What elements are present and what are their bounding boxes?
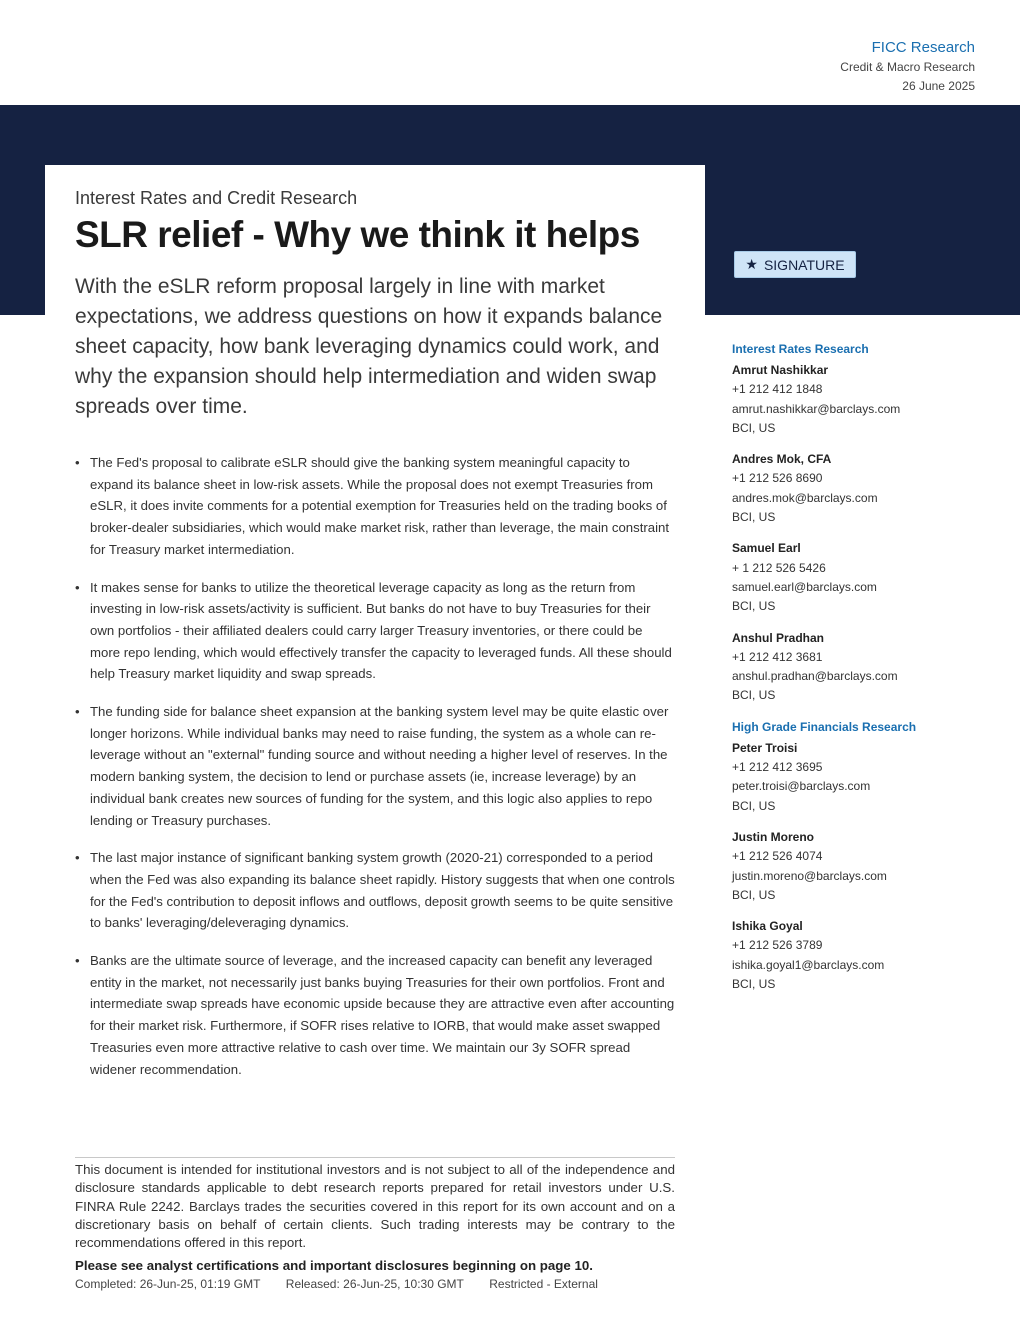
key-point: • The last major instance of significant banking system growth (2020-21) corresponded to a period when the Fed was also expanding its balance sheet rapidly. History suggests that when one controls for the Fed's contribution to deposit inflows and outflows, deposit growth seems to be quite sensitive to banks' leveraging/deleveraging dynamics. xyxy=(75,847,675,934)
signature-badge-label: SIGNATURE xyxy=(763,256,845,273)
classification-label: Restricted - External xyxy=(489,1277,598,1292)
report-title: SLR relief - Why we think it helps xyxy=(75,214,640,255)
analyst-entity: BCI, US xyxy=(732,599,776,614)
report-date: 26 June 2025 xyxy=(902,79,975,93)
contact-group-title: Interest Rates Research xyxy=(732,342,869,356)
analyst-entity: BCI, US xyxy=(732,420,776,435)
analyst-phone: +1 212 526 8690 xyxy=(732,471,823,486)
analyst-email[interactable]: anshul.pradhan@barclays.com xyxy=(732,669,898,684)
research-section-label: FICC Research xyxy=(871,39,975,56)
analyst-card xyxy=(732,739,982,816)
key-point: • Banks are the ultimate source of leverage, and the increased capacity can benefit any leveraged entity in the market, not necessarily just banks buying Treasuries for their own portfolios. Front and intermediate swap spreads have economic upside because they are attractive even after accounting for their market risk. Furthermore, if SOFR rises relative to IORB, that would make asset swapped Treasuries even more attractive relative to cash over time. We maintain our 3y SOFR spread widener recommendation. xyxy=(75,950,675,1080)
analyst-name: Samuel Earl xyxy=(732,541,801,556)
analyst-card xyxy=(732,450,982,527)
analyst-phone: + 1 212 526 5426 xyxy=(732,560,826,575)
analyst-entity: BCI, US xyxy=(732,510,776,525)
analyst-email[interactable]: amrut.nashikkar@barclays.com xyxy=(732,401,901,416)
report-kicker: Interest Rates and Credit Research xyxy=(75,188,358,208)
report-header-meta xyxy=(840,38,975,96)
analyst-card xyxy=(732,361,982,438)
analyst-email[interactable]: andres.mok@barclays.com xyxy=(732,490,878,505)
analyst-phone: +1 212 526 3789 xyxy=(732,938,823,953)
analyst-phone: +1 212 412 3695 xyxy=(732,760,823,775)
publication-meta xyxy=(75,1276,675,1293)
analyst-name: Ishika Goyal xyxy=(732,919,803,934)
star-icon: ★ xyxy=(745,256,758,272)
report-footer xyxy=(75,1157,675,1293)
analyst-entity: BCI, US xyxy=(732,977,776,992)
completed-timestamp: Completed: 26-Jun-25, 01:19 GMT xyxy=(75,1277,261,1292)
key-points-list xyxy=(75,452,675,1096)
contact-group-rates xyxy=(732,340,982,706)
analyst-entity: BCI, US xyxy=(732,887,776,902)
released-timestamp: Released: 26-Jun-25, 10:30 GMT xyxy=(285,1277,464,1292)
analyst-phone: +1 212 412 1848 xyxy=(732,382,823,397)
report-standfirst: With the eSLR reform proposal largely in line with market expectations, we address questions on how it expands balance sheet capacity, how bank leveraging dynamics could work, and why the expansion should help intermediation and widen swap spreads over time. xyxy=(75,275,663,418)
disclosures-note: Please see analyst certifications and important disclosures beginning on page 10. xyxy=(75,1258,593,1274)
analyst-entity: BCI, US xyxy=(732,688,776,703)
analyst-email[interactable]: ishika.goyal1@barclays.com xyxy=(732,957,885,972)
analyst-phone: +1 212 412 3681 xyxy=(732,649,823,664)
analyst-entity: BCI, US xyxy=(732,798,776,813)
analyst-name: Amrut Nashikkar xyxy=(732,363,829,377)
contact-group-title: High Grade Financials Research xyxy=(732,719,917,734)
signature-badge xyxy=(734,251,856,278)
key-point: • It makes sense for banks to utilize the theoretical leverage capacity as long as the return from investing in low-risk assets/activity is sufficient. But banks do not have to buy Treasuries for their own portfolios - their affiliated dealers could carry larger Treasury inventories, or there could be more repo lending, which would effectively transfer the capacity to leveraged funds. All these should help Treasury market liquidity and swap spreads. xyxy=(75,577,675,686)
analyst-name: Anshul Pradhan xyxy=(732,630,825,645)
contact-group-hg-financials xyxy=(732,718,982,995)
analyst-name: Justin Moreno xyxy=(732,829,815,844)
analyst-email[interactable]: samuel.earl@barclays.com xyxy=(732,579,877,594)
analyst-card xyxy=(732,828,982,905)
analyst-email[interactable]: peter.troisi@barclays.com xyxy=(732,779,871,794)
analyst-email[interactable]: justin.moreno@barclays.com xyxy=(732,868,887,883)
analyst-name: Andres Mok, CFA xyxy=(732,452,832,467)
analyst-name: Peter Troisi xyxy=(732,740,798,755)
analyst-card xyxy=(732,917,982,994)
analyst-contacts xyxy=(732,340,982,1006)
research-subsection-label: Credit & Macro Research xyxy=(840,60,975,74)
analyst-card xyxy=(732,629,982,706)
analyst-phone: +1 212 526 4074 xyxy=(732,849,823,864)
disclaimer-text: This document is intended for institutional investors and is not subject to all of the independence and disclosure standards applicable to debt research reports prepared for retail investors under U.S. FINRA Rule 2242. Barclays trades the securities covered in this report for its own account and on a discretionary basis on behalf of certain clients. Such trading interests may be contrary to the recommendations offered in this report. xyxy=(75,1162,675,1251)
key-point: • The Fed's proposal to calibrate eSLR should give the banking system meaningful capacity to expand its balance sheet in low-risk assets. While the proposal does not exempt Treasuries from eSLR, it does invite comments for a potential exemption for Treasuries held on the trading books of broker-dealer subsidiaries, which would make market risk, rather than leverage, the main constraint for Treasury market intermediation. xyxy=(75,452,675,561)
key-point: • The funding side for balance sheet expansion at the banking system level may be quite elastic over longer horizons. While individual banks may need to raise funding, the system as a whole can re-leverage without an "external" funding source and without needing a higher level of reserves. In the modern banking system, the decision to lend or purchase assets (ie, increase leverage) by an individual bank creates new sources of funding for the system, and this logic also applies to repo lending or Treasury purchases. xyxy=(75,701,675,831)
analyst-card xyxy=(732,539,982,616)
